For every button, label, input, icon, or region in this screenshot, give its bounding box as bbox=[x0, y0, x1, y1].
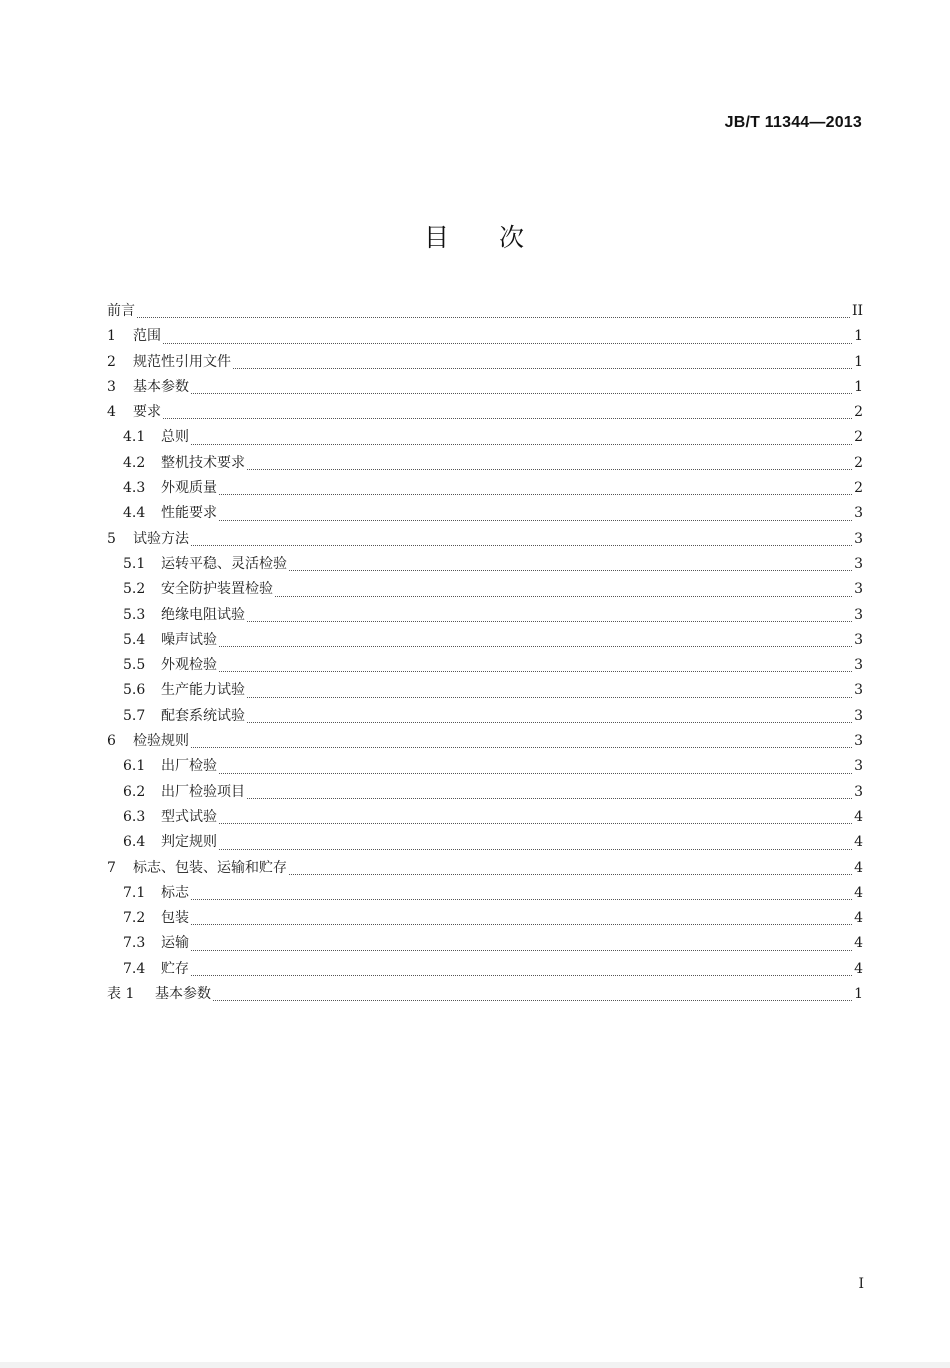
toc-dot-leader bbox=[163, 417, 852, 419]
toc-dot-leader bbox=[219, 645, 852, 647]
toc-entry-page: 3 bbox=[854, 758, 863, 775]
toc-entry[interactable] bbox=[107, 881, 863, 906]
toc-entry-page: 1 bbox=[854, 353, 863, 370]
toc-dot-leader bbox=[191, 544, 852, 546]
toc-entry-number: 6.2 bbox=[123, 783, 146, 800]
toc-entry[interactable] bbox=[107, 603, 863, 628]
toc-entry-page: 4 bbox=[854, 834, 863, 851]
toc-entry-page: 2 bbox=[854, 404, 863, 421]
toc-entry-number: 4.4 bbox=[123, 505, 146, 522]
toc-entry-page: 4 bbox=[854, 884, 863, 901]
toc-entry-number: 5.7 bbox=[123, 707, 146, 724]
toc-entry-title: 出厂检验 bbox=[161, 758, 217, 775]
toc-entry-page: 2 bbox=[854, 454, 863, 471]
toc-dot-leader bbox=[233, 367, 852, 369]
toc-entry-page: 1 bbox=[854, 986, 863, 1003]
toc-entry-number: 5.6 bbox=[123, 682, 146, 699]
toc-entry-page: 2 bbox=[854, 429, 863, 446]
toc-entry[interactable] bbox=[107, 476, 863, 501]
toc-dot-leader bbox=[191, 392, 852, 394]
toc-entry-number: 6 bbox=[107, 733, 116, 750]
toc-entry-title: 基本参数 bbox=[155, 986, 211, 1003]
toc-entry-page: 3 bbox=[854, 631, 863, 648]
toc-dot-leader bbox=[163, 342, 852, 344]
toc-dot-leader bbox=[219, 670, 852, 672]
toc-entry-title: 生产能力试验 bbox=[161, 682, 245, 699]
toc-entry-title: 外观检验 bbox=[161, 657, 217, 674]
toc-entry-title: 出厂检验项目 bbox=[161, 783, 245, 800]
toc-entry-page: 3 bbox=[854, 783, 863, 800]
toc-title-part2: 次 bbox=[499, 223, 527, 252]
toc-dot-leader bbox=[247, 721, 852, 723]
toc-dot-leader bbox=[191, 974, 852, 976]
toc-entry[interactable] bbox=[107, 527, 863, 552]
toc-entry-title: 检验规则 bbox=[133, 733, 189, 750]
toc-dot-leader bbox=[275, 595, 852, 597]
toc-entry[interactable] bbox=[107, 780, 863, 805]
toc-dot-leader bbox=[137, 316, 850, 318]
toc-entry[interactable] bbox=[107, 299, 863, 324]
toc-entry[interactable] bbox=[107, 628, 863, 653]
toc-dot-leader bbox=[289, 873, 852, 875]
toc-entry-number: 4.1 bbox=[123, 429, 146, 446]
toc-entry-title: 总则 bbox=[161, 429, 189, 446]
toc-entry-page: 1 bbox=[854, 328, 863, 345]
toc-entry-page: 1 bbox=[854, 378, 863, 395]
toc-entry-number: 表 1 bbox=[107, 986, 135, 1003]
toc-entry-number: 5.2 bbox=[123, 581, 146, 598]
toc-entry-page: 4 bbox=[854, 859, 863, 876]
toc-entry[interactable] bbox=[107, 906, 863, 931]
toc-dot-leader bbox=[219, 822, 852, 824]
toc-entry[interactable] bbox=[107, 350, 863, 375]
toc-entry-title: 标志、包装、运输和贮存 bbox=[133, 859, 287, 876]
toc-dot-leader bbox=[289, 569, 852, 571]
toc-entry-number: 4.2 bbox=[123, 454, 146, 471]
toc-entry-number: 5 bbox=[107, 530, 116, 547]
toc-entry-page: 4 bbox=[854, 935, 863, 952]
toc-dot-leader bbox=[191, 949, 852, 951]
toc-dot-leader bbox=[191, 746, 852, 748]
toc-entry-title: 整机技术要求 bbox=[161, 454, 245, 471]
toc-entry-page: 3 bbox=[854, 733, 863, 750]
toc-entry[interactable] bbox=[107, 754, 863, 779]
toc-entry[interactable] bbox=[107, 982, 863, 1007]
toc-entry-number: 7.3 bbox=[123, 935, 146, 952]
toc-entry-number: 4.3 bbox=[123, 480, 146, 497]
standard-code: JB/T 11344—2013 bbox=[724, 114, 862, 131]
toc-dot-leader bbox=[247, 468, 852, 470]
toc-entry-title: 绝缘电阻试验 bbox=[161, 606, 245, 623]
toc-entry-title: 标志 bbox=[161, 884, 189, 901]
toc-entry-title: 试验方法 bbox=[133, 530, 189, 547]
toc-entry[interactable] bbox=[107, 552, 863, 577]
toc-entry[interactable] bbox=[107, 830, 863, 855]
toc-entry-number: 6.3 bbox=[123, 808, 146, 825]
toc-entry-page: 4 bbox=[854, 808, 863, 825]
toc-entry-title: 运输 bbox=[161, 935, 189, 952]
page-number: I bbox=[858, 1276, 864, 1292]
toc-dot-leader bbox=[191, 898, 852, 900]
toc-entry-page: 3 bbox=[854, 581, 863, 598]
toc-entry[interactable] bbox=[107, 501, 863, 526]
toc-entry-title: 前言 bbox=[107, 303, 135, 319]
toc-entry-number: 4 bbox=[107, 404, 116, 421]
toc-entry-page: 3 bbox=[854, 606, 863, 623]
toc-entry-page: 3 bbox=[854, 505, 863, 522]
toc-entry-page: 3 bbox=[854, 707, 863, 724]
toc-entry-title: 范围 bbox=[133, 328, 161, 345]
toc-dot-leader bbox=[219, 772, 852, 774]
toc-entry-number: 5.4 bbox=[123, 631, 146, 648]
toc-dot-leader bbox=[219, 493, 852, 495]
toc-entry-title: 包装 bbox=[161, 910, 189, 927]
toc-entry[interactable] bbox=[107, 400, 863, 425]
toc-entry[interactable] bbox=[107, 653, 863, 678]
toc-entry-number: 2 bbox=[107, 353, 116, 370]
toc-entry-number: 5.1 bbox=[123, 555, 146, 572]
toc-entry-number: 6.4 bbox=[123, 834, 146, 851]
toc-entry-title: 规范性引用文件 bbox=[133, 353, 231, 370]
toc-title bbox=[0, 218, 950, 254]
toc-entry-title: 贮存 bbox=[161, 960, 189, 977]
toc-entry-title: 基本参数 bbox=[133, 378, 189, 395]
toc-entry[interactable] bbox=[107, 577, 863, 602]
toc-entry-title: 安全防护装置检验 bbox=[161, 581, 273, 598]
toc-dot-leader bbox=[219, 848, 852, 850]
toc-entry-title: 运转平稳、灵活检验 bbox=[161, 555, 287, 572]
toc-entry-title: 要求 bbox=[133, 404, 161, 421]
toc-entry[interactable] bbox=[107, 729, 863, 754]
toc-entry-number: 5.5 bbox=[123, 657, 146, 674]
toc-entry-number: 6.1 bbox=[123, 758, 146, 775]
toc-entry[interactable] bbox=[107, 805, 863, 830]
toc-dot-leader bbox=[219, 519, 852, 521]
toc-entry-number: 7 bbox=[107, 859, 116, 876]
toc-entry-page: 4 bbox=[854, 960, 863, 977]
toc-title-part1: 目 bbox=[423, 223, 451, 252]
toc-entry-title: 性能要求 bbox=[161, 505, 217, 522]
toc-entry-number: 7.1 bbox=[123, 884, 146, 901]
table-of-contents bbox=[107, 299, 863, 1007]
toc-entry-page: 2 bbox=[854, 480, 863, 497]
toc-entry-number: 7.2 bbox=[123, 910, 146, 927]
toc-entry-page: 3 bbox=[854, 657, 863, 674]
toc-entry-number: 1 bbox=[107, 328, 116, 345]
toc-entry[interactable] bbox=[107, 704, 863, 729]
toc-entry-title: 噪声试验 bbox=[161, 631, 217, 648]
toc-entry[interactable] bbox=[107, 856, 863, 881]
toc-entry-title: 配套系统试验 bbox=[161, 707, 245, 724]
toc-entry-page: II bbox=[851, 303, 863, 319]
toc-dot-leader bbox=[247, 620, 852, 622]
toc-entry-page: 3 bbox=[854, 682, 863, 699]
toc-dot-leader bbox=[191, 923, 852, 925]
toc-entry-page: 4 bbox=[854, 910, 863, 927]
page-bottom-edge bbox=[0, 1362, 950, 1368]
toc-entry-title: 外观质量 bbox=[161, 480, 217, 497]
toc-entry-number: 3 bbox=[107, 378, 116, 395]
toc-dot-leader bbox=[191, 443, 852, 445]
toc-entry[interactable] bbox=[107, 324, 863, 349]
toc-entry[interactable] bbox=[107, 678, 863, 703]
toc-entry-page: 3 bbox=[854, 555, 863, 572]
toc-entry[interactable] bbox=[107, 957, 863, 982]
toc-entry[interactable] bbox=[107, 451, 863, 476]
toc-dot-leader bbox=[213, 999, 852, 1001]
toc-entry-title: 型式试验 bbox=[161, 808, 217, 825]
toc-dot-leader bbox=[247, 797, 852, 799]
toc-entry[interactable] bbox=[107, 931, 863, 956]
toc-entry-number: 7.4 bbox=[123, 960, 146, 977]
toc-entry-number: 5.3 bbox=[123, 606, 146, 623]
toc-entry-title: 判定规则 bbox=[161, 834, 217, 851]
toc-entry[interactable] bbox=[107, 375, 863, 400]
toc-entry-page: 3 bbox=[854, 530, 863, 547]
toc-entry[interactable] bbox=[107, 425, 863, 450]
toc-dot-leader bbox=[247, 696, 852, 698]
